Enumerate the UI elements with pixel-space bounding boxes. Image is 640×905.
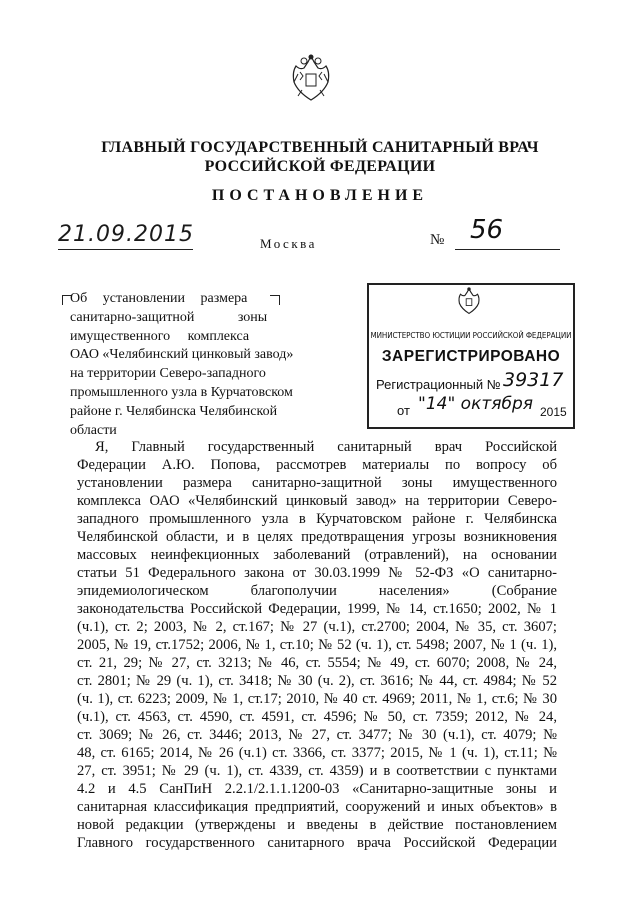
stamp-year: 2015 <box>540 405 567 419</box>
body-line: ст. 2801; № 29 (ч. 1), ст. 3418; № 30 (ч. 2), ст. 3616; № 44, ст. 4984; № 52 <box>77 673 557 689</box>
number-underline <box>455 249 560 250</box>
date-underline <box>58 249 193 250</box>
body-line: эпидемиологическом благополучии населения» (Собрание <box>77 583 557 599</box>
body-line: 2005, № 19, ст.1752; 2006, № 1, ст.10; № 52 (ч. 1), ст. 5498; 2007, № 1 (ч. 1), <box>77 637 557 653</box>
body-line: установлении размера санитарно-защитной зоны имущественного <box>77 475 557 491</box>
body-line: новой редакции (утверждены и введены в действие постановлением <box>77 817 557 833</box>
body-line: Я, Главный государственный санитарный врач Российской <box>95 439 557 455</box>
body-line: ст. 3069; № 26, ст. 3446; 2013, № 27, ст. 3477; № 30 (ч.1), ст. 4079; № <box>77 727 557 743</box>
body-line: массовых неинфекционных заболеваний (отравлений), на основании <box>77 547 557 563</box>
body-text <box>77 438 557 852</box>
stamp-registered: ЗАРЕГИСТРИРОВАНО <box>381 348 561 365</box>
document-number: 56 <box>470 215 504 245</box>
body-line: западного промышленного узла в Курчатовском районе г. Челябинска <box>77 511 557 527</box>
subject-line: имущественного комплекса <box>70 328 250 344</box>
body-line: ст. 21, 29; № 27, ст. 3213; № 46, ст. 5554; № 49, ст. 6070; 2008, № 24, <box>77 655 557 671</box>
body-line: статьи 51 Федерального закона от 30.03.1999 № 52-ФЗ «О санитарно- <box>77 565 557 581</box>
body-line: 27, ст. 3951; № 29 (ч. 1), ст. 4339, ст. 4359) и в соответствии с пунктами <box>77 763 557 779</box>
subject-line: ОАО «Челябинский цинковый завод» <box>70 347 294 363</box>
subject-line: промышленного узла в Курчатовском <box>70 384 293 400</box>
number-label: № <box>430 232 445 248</box>
russian-coat-of-arms-icon <box>288 52 334 104</box>
body-line: Федерации А.Ю. Попова, рассмотрев материалы по вопросу об <box>77 457 557 473</box>
subject-line: Об установлении размера <box>70 291 248 306</box>
body-line: (ч. 1), ст. 6223; 2009, № 1, ст.17; 2010, № 40 ст. 4969; 2011, № 1, ст.6; № 30 <box>77 691 557 707</box>
document-date: 21.09.2015 <box>58 222 194 247</box>
issuer-title-line1: ГЛАВНЫЙ ГОСУДАРСТВЕННЫЙ САНИТАРНЫЙ ВРАЧ <box>101 139 539 156</box>
stamp-date-label: от <box>397 403 410 418</box>
stamp-ministry: МИНИСТЕРСТВО ЮСТИЦИИ РОССИЙСКОЙ ФЕДЕРАЦИИ <box>370 331 572 340</box>
subject-line: санитарно-защитной зоны <box>70 309 268 325</box>
body-line: Главного государственного санитарного врача Российской Федерации <box>77 835 557 851</box>
subject-line: области <box>70 422 117 438</box>
body-line: (ч.1), ст. 2; 2003, № 2, ст.167; № 27 (ч.1), ст.2700; 2004, № 35, ст. 3607; <box>77 619 557 635</box>
body-line: 48, ст. 6165; 2014, № 26 (ч.1) ст. 3366, ст. 3377; 2015, № 1 (ч. 1), ст.11; № <box>77 745 557 761</box>
stamp-reg-label: Регистрационный № <box>376 377 501 392</box>
document-type: ПОСТАНОВЛЕНИЕ <box>211 187 429 204</box>
issuer-title-line2: РОССИЙСКОЙ ФЕДЕРАЦИИ <box>204 158 436 175</box>
subject-block <box>70 290 294 440</box>
stamp-date-value: "14" октября <box>418 394 533 414</box>
body-line: комплекса ОАО «Челябинский цинковый завод» на территории Северо- <box>77 493 557 509</box>
subject-line: районе г. Челябинска Челябинской <box>70 403 278 419</box>
document-city: Москва <box>260 236 317 251</box>
body-line: 4.2 и 4.5 СанПиН 2.2.1/2.1.1.1200-03 «Санитарно-защитные зоны и <box>77 781 557 797</box>
body-line: Челябинской области, и в целях предотвращения угрозы возникновения <box>77 529 557 545</box>
stamp-emblem-icon <box>456 286 482 316</box>
body-line: санитарная классификация предприятий, сооружений и иных объектов» в <box>77 799 557 815</box>
body-line: законодательства Российской Федерации, 1999, № 14, ст.1650; 2002, № 1 <box>77 601 557 617</box>
body-line: (ч.1), ст. 4563, ст. 4590, ст. 4591, ст. 4596; № 50, ст. 7359; 2012, № 24, <box>77 709 557 725</box>
subject-line: на территории Северо-западного <box>70 366 266 382</box>
stamp-reg-number: 39317 <box>503 369 564 391</box>
